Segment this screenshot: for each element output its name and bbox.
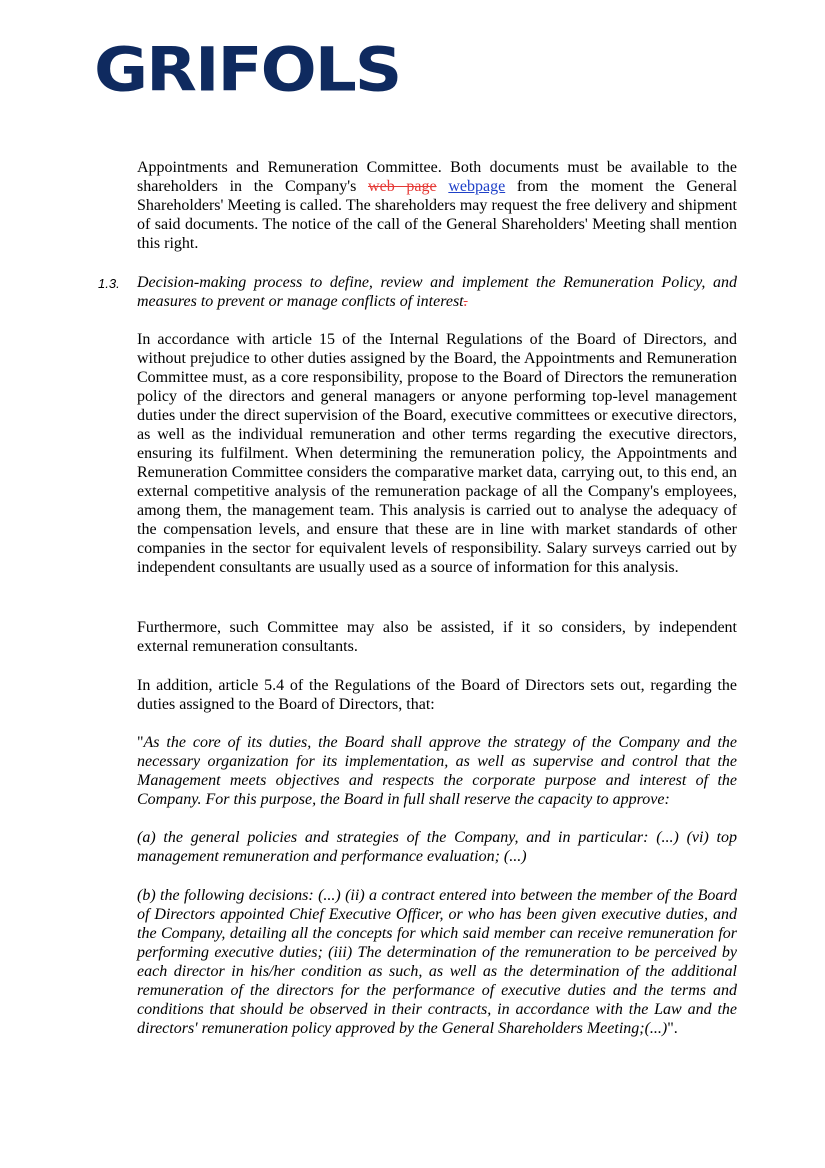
paragraph-article-15: In accordance with article 15 of the Internal Regulations of the Board of Directors, and without prejudice to other duties assigned by the Board, the Appointments and Remuneration Committee must, as a core responsibility, propose to the Board of Directors the remuneration policy of the directors and general managers or anyone performing top-level management duties under the direct supervision of the Board, executive committees or executive directors, as well as the individual remuneration and other terms regarding the executive directors, ensuring its fulfilment. When determining the remuneration policy, the Appointments and Remuneration Committee considers the comparative market data, carrying out, to this end, an external competitive analysis of the remuneration package of all the Company's employees, among them, the management team. This analysis is carried out to analyse the adequacy of the compensation levels, and ensure that these are in line with market standards of other companies in the sector for equivalent levels of responsibility. Salary surveys carried out by independent consultants are usually used as a source of information for this analysis. bbox=[137, 331, 737, 576]
grifols-logo: GRIFOLS bbox=[94, 34, 401, 106]
quote-board-duties bbox=[137, 733, 737, 809]
paragraph-consultants: Furthermore, such Committee may also be assisted, if it so considers, by independent external remuneration consultants. bbox=[137, 619, 737, 655]
paragraph-shareholders-before: Appointments and Remuneration Committee. Both documents must be available to the shareholders in the Company's bbox=[137, 159, 737, 195]
section-title-deletion: . bbox=[463, 293, 468, 310]
section-title-text: Decision-making process to define, review and implement the Remuneration Policy, and measures to prevent or manage conflicts of interest bbox=[137, 274, 737, 310]
quote-board-duties-text: As the core of its duties, the Board shall approve the strategy of the Company and the necessary organization for its implementation, as well as supervise and control that the Management meets objectives and respects the corporate purpose and interest of the Company. For this purpose, the Board in full shall reserve the capacity to approve: bbox=[137, 734, 737, 808]
quote-item-a: (a) the general policies and strategies of the Company, and in particular: (...) (vi) top management remuneration and performance evaluation; (...) bbox=[137, 829, 737, 865]
section-title bbox=[137, 273, 737, 311]
quote-item-b-text: (b) the following decisions: (...) (ii) a contract entered into between the member of the Board of Directors appointed Chief Executive Officer, or who has been given executive duties, and the Company, detailing all the concepts for which said member can receive remuneration for performing executive duties; (iii) The determination of the remuneration to be perceived by each director in his/her condition as such, as well as the determination of the additional remuneration of the directors for the performance of executive duties and the terms and conditions that should be observed in their contracts, in accordance with the Law and the directors' remuneration policy approved by the General Shareholders Meeting;(...) bbox=[137, 887, 737, 1037]
section-number: 1.3. bbox=[98, 276, 120, 291]
quote-item-b bbox=[137, 886, 737, 1038]
quote-open-mark: " bbox=[137, 734, 144, 751]
paragraph-shareholders-after: from the moment the General Shareholders' Meeting is called. The shareholders may request the free delivery and shipment of said documents. The notice of the call of the General Shareholders' Meeting shall mention this right. bbox=[137, 178, 738, 252]
tracked-deletion: web page bbox=[368, 178, 437, 195]
quote-close-mark: ". bbox=[667, 1020, 678, 1037]
paragraph-article-5-4: In addition, article 5.4 of the Regulations of the Board of Directors sets out, regarding the duties assigned to the Board of Directors, that: bbox=[137, 677, 737, 713]
tracked-insertion: webpage bbox=[448, 178, 506, 195]
paragraph-shareholders bbox=[137, 158, 737, 253]
